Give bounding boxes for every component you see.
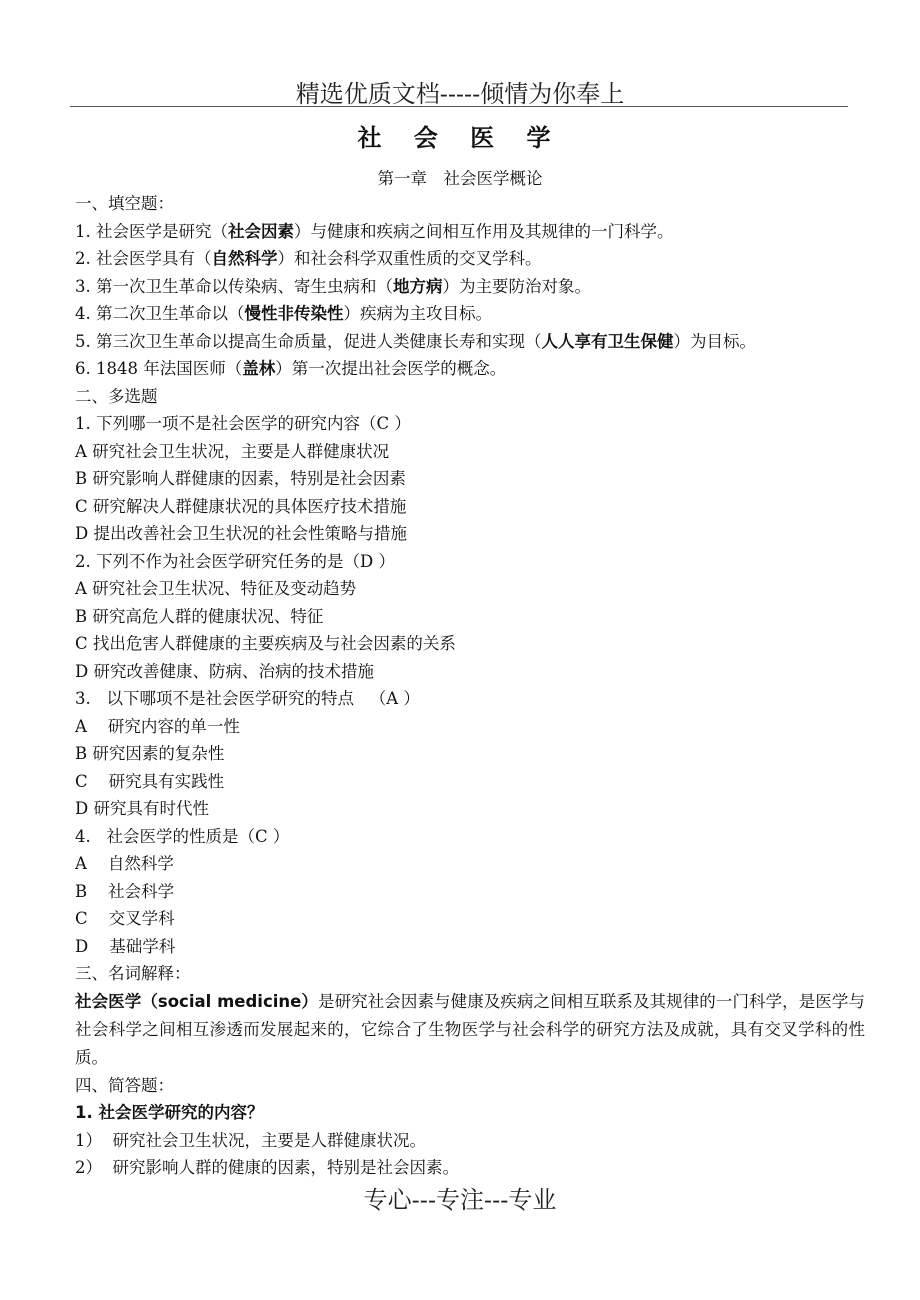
answer: 地方病 [393,276,443,296]
answer: 盖林 [242,359,276,378]
option: C 找出危害人群健康的主要疾病及与社会因素的关系 [75,634,456,653]
short-answer-question: 1. 社会医学研究的内容？ [75,1103,264,1122]
definition-text: 是研究社会因素与健康及疾病之间相互联系及其规律的一门科学，是医学与社会科学之间相互渗透而发展起来的，它综合了生物医学与社会科学的研究方法及成就，具有交叉学科的性质。 [75,991,865,1067]
option: C 研究解决人群健康状况的具体医疗技术措施 [75,496,407,516]
fill-blank-item: 2. 社会医学具有（自然科学）和社会科学双重性质的交叉学科。 [75,249,542,268]
option: A 研究社会卫生状况，主要是人群健康状况 [75,441,390,461]
term-definition [75,988,865,1072]
option: A 研究内容的单一性 [75,716,240,736]
answer-item: 1） 研究社会卫生状况，主要是人群健康状况。 [75,1130,426,1150]
answer: 自然科学 [211,249,278,268]
fill-blank-item: 1. 社会医学是研究（社会因素）与健康和疾病之间相互作用及其规律的一门科学。 [75,221,674,241]
fill-blank-item: 4. 第二次卫生革命以（慢性非传染性）疾病为主攻目标。 [75,304,492,323]
question: 3. 以下哪项不是社会医学研究的特点 （A ） [75,689,420,708]
section-heading-multiple-choice: 二、多选题 [75,386,158,406]
option: D 提出改善社会卫生状况的社会性策略与措施 [75,524,407,543]
option: D 研究改善健康、防病、治病的技术措施 [75,661,374,681]
document-body [75,190,865,1182]
page-footer: 专心---专注---专业 [363,1186,557,1214]
answer-item: 2） 研究影响人群的健康的因素，特别是社会因素。 [75,1158,459,1177]
option: D 基础学科 [75,936,176,956]
section-heading-short-answer: 四、简答题： [75,1075,174,1095]
option: C 交叉学科 [75,909,175,928]
page-header: 精选优质文档-----倾情为你奉上 [295,80,625,108]
answer: 人人享有卫生保健 [541,331,674,351]
question: 2. 下列不作为社会医学研究任务的是（D ） [75,551,395,571]
section-heading-terms: 三、名词解释： [75,964,191,983]
answer: 慢性非传染性 [244,304,344,323]
question: 4. 社会医学的性质是（C ） [75,826,290,846]
fill-blank-item: 3. 第一次卫生革命以传染病、寄生虫病和（地方病）为主要防治对象。 [75,276,591,296]
question: 1. 下列哪一项不是社会医学的研究内容（C ） [75,414,411,433]
option: B 研究高危人群的健康状况、特征 [75,606,324,626]
fill-blank-item: 5. 第三次卫生革命以提高生命质量，促进人类健康长寿和实现（人人享有卫生保健）为目标。 [75,331,756,351]
option: B 研究影响人群健康的因素，特别是社会因素 [75,469,406,488]
term: 社会医学（social medicine） [75,991,318,1011]
option: B 社会科学 [75,881,175,901]
document-title: 社 会 医 学 [357,123,563,152]
option: C 研究具有实践性 [75,771,225,791]
option: A 研究社会卫生状况、特征及变动趋势 [75,579,357,598]
header-rule [70,106,848,107]
chapter-title: 第一章 社会医学概论 [377,169,543,188]
section-heading-fill-blank: 一、填空题： [75,194,174,213]
fill-blank-item: 6. 1848 年法国医师（盖林）第一次提出社会医学的概念。 [75,359,507,378]
answer: 社会因素 [228,221,294,241]
option: A 自然科学 [75,854,174,873]
option: B 研究因素的复杂性 [75,744,225,763]
option: D 研究具有时代性 [75,799,209,818]
